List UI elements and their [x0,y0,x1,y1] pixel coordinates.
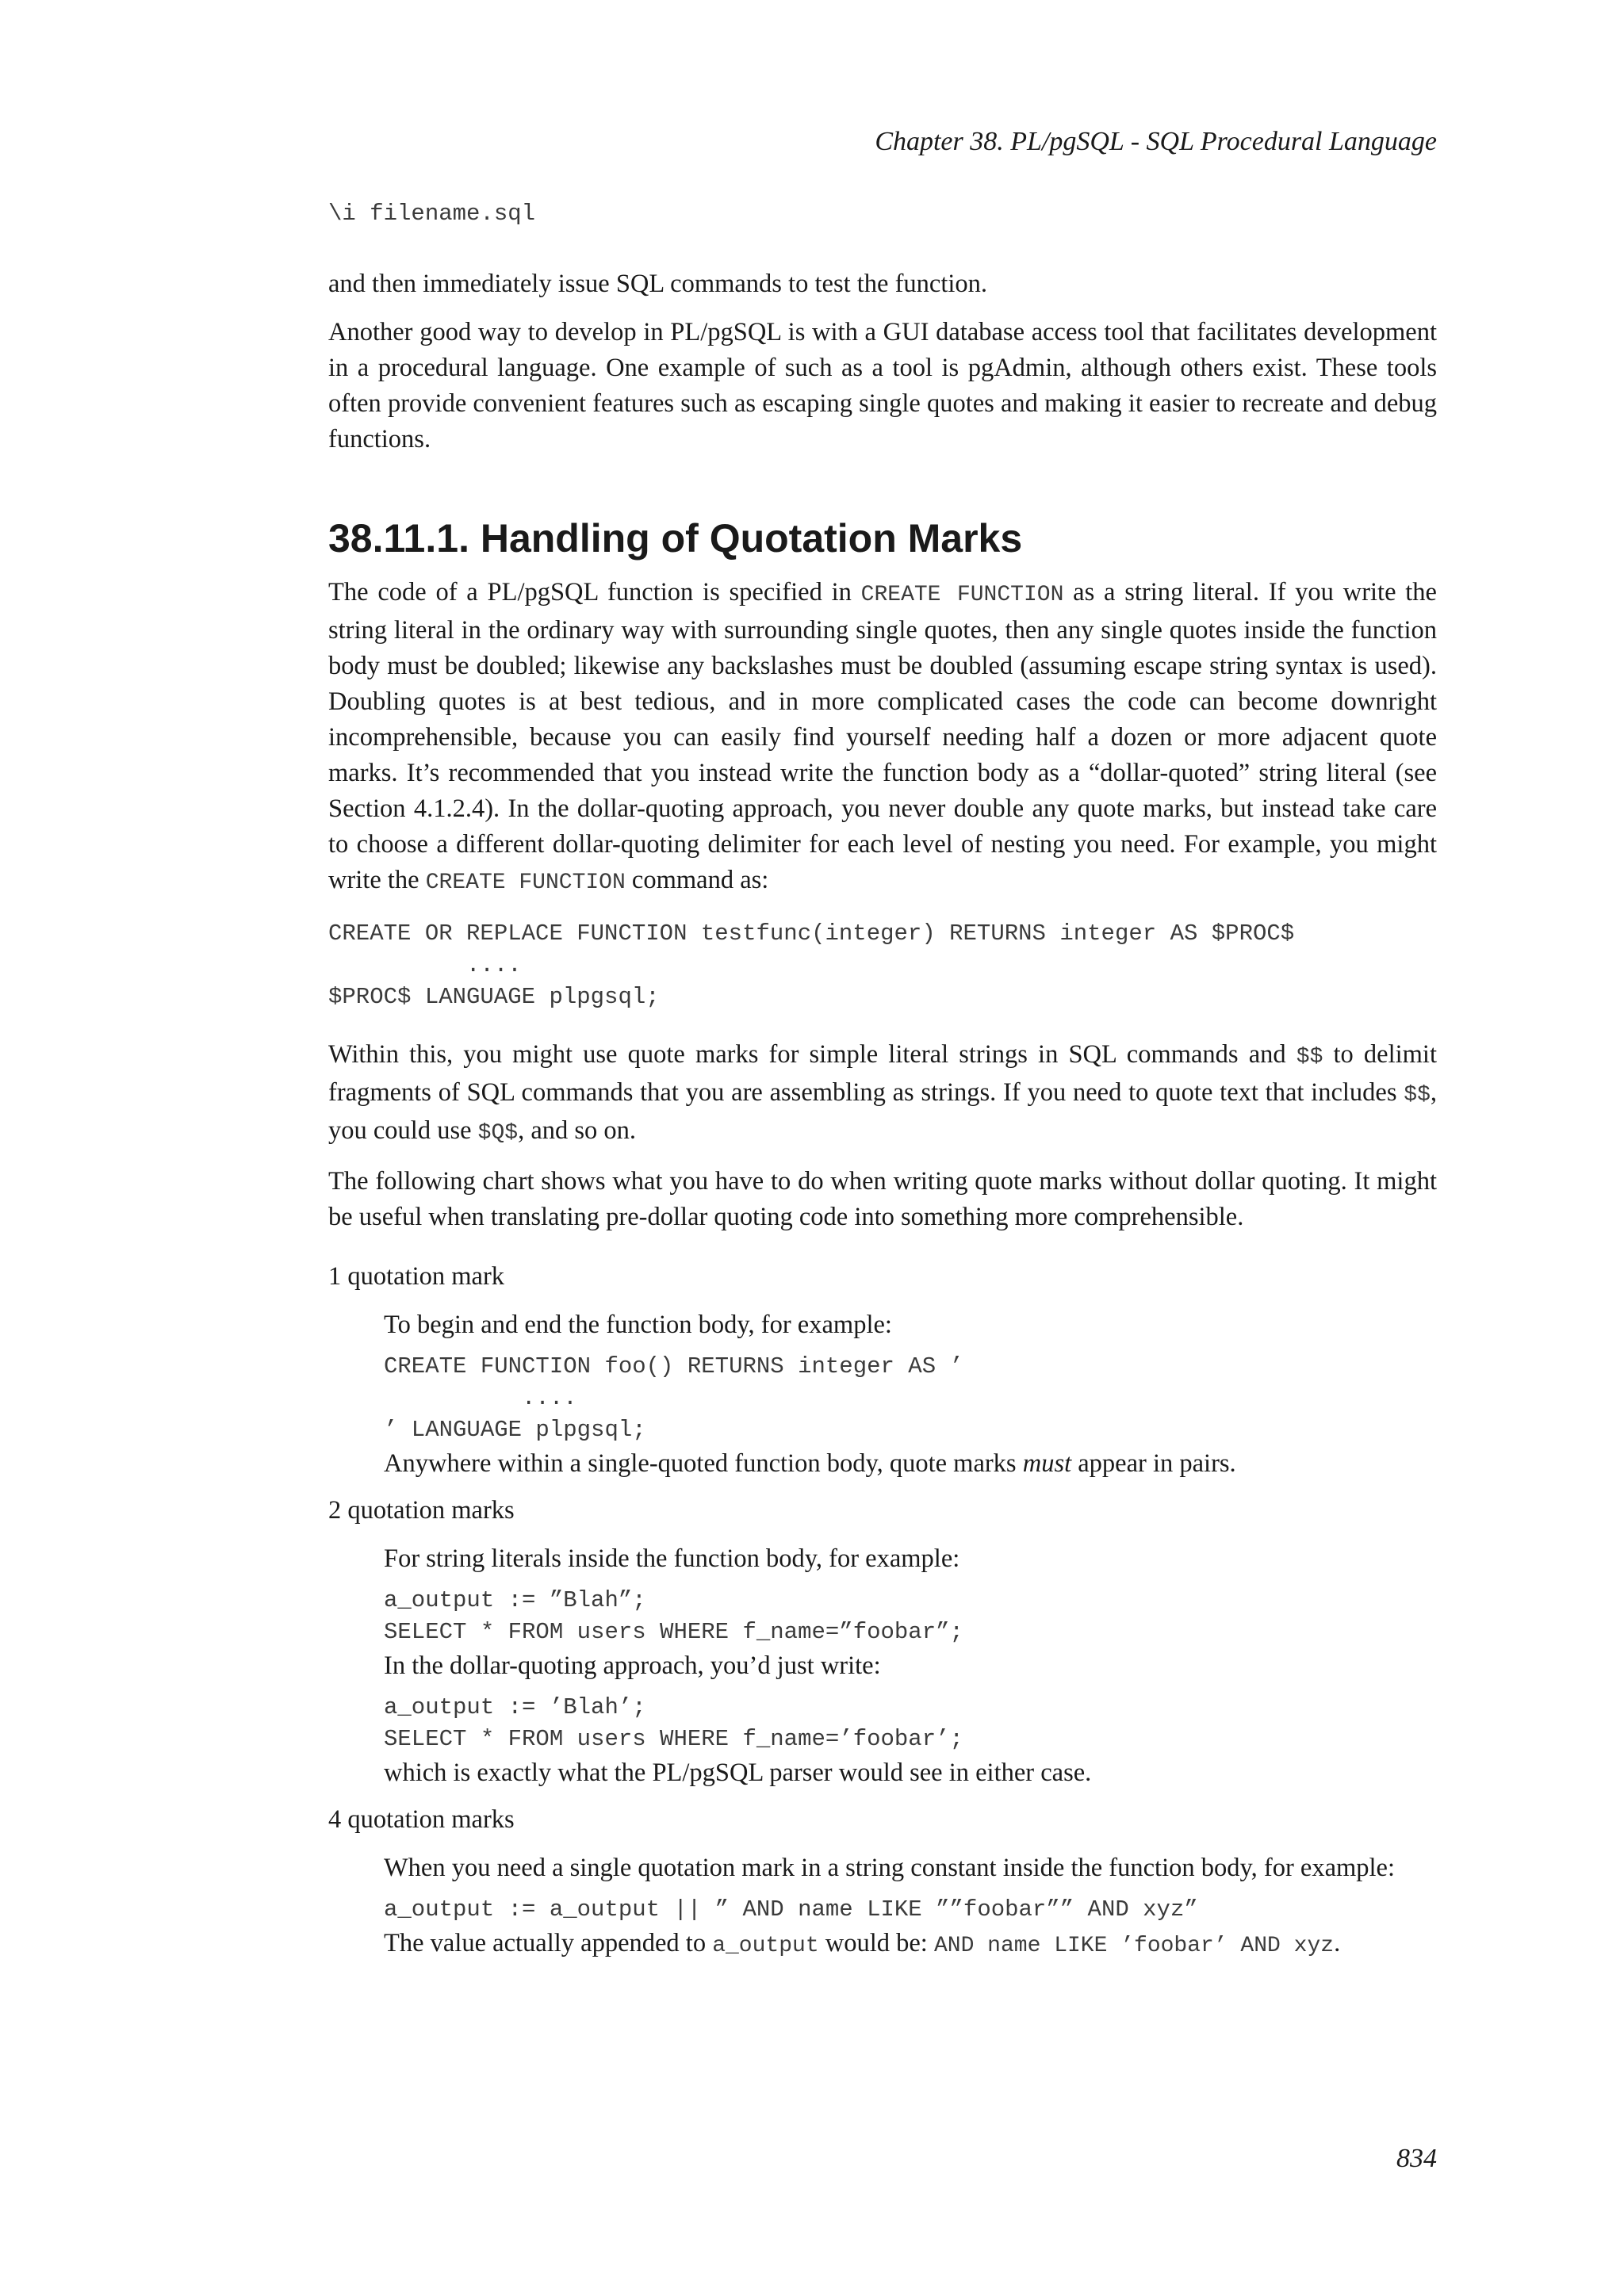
running-header: Chapter 38. PL/pgSQL - SQL Procedural Language [875,127,1437,156]
list-note: Anywhere within a single-quoted function body, quote marks must appear in pairs. [384,1449,1236,1478]
page-number: 834 [1396,2144,1437,2173]
section-heading: 38.11.1. Handling of Quotation Marks [328,516,1023,561]
list-code-example: a_output := ”Blah”; SELECT * FROM users WHERE f_name=”foobar”; [384,1587,963,1645]
list-code-example: CREATE FUNCTION foo() RETURNS integer AS ’ .... ’ LANGUAGE plpgsql; [384,1353,963,1443]
list-item-2-quotation-marks [328,1493,1437,1791]
list-item-1-quotation-mark [328,1259,1437,1482]
list-definition [384,1541,1437,1791]
list-description: When you need a single quotation mark in a string constant inside the function body, for example: [384,1854,1396,1882]
list-term: 2 quotation marks [328,1496,515,1525]
list-description: To begin and end the function body, for example: [384,1311,892,1339]
intro-paragraph-2: Another good way to develop in PL/pgSQL is with a GUI database access tool that facilitates development in a procedural language. One example of such as a tool is pgAdmin, although others exist. These tools often provide convenient features such as escaping single quotes and making it easier to recreate and debug functions. [328,318,1437,453]
list-note: The value actually appended to a_output would be: AND name LIKE ’foobar’ AND xyz. [384,1929,1341,1958]
inline-code: AND name LIKE ’foobar’ AND xyz [933,1934,1335,1958]
list-code-example: a_output := a_output || ” AND name LIKE ””foobar”” AND xyz” [384,1896,1198,1923]
list-definition [384,1307,1437,1482]
list-term: 4 quotation marks [328,1805,515,1834]
page-content [328,198,1437,1964]
dollar-quote-code-example: CREATE OR REPLACE FUNCTION testfunc(integer) RETURNS integer AS $PROC$ .... $PROC$ LANGUAGE plpgsql; [328,920,1295,1010]
list-code-example: a_output := ’Blah’; SELECT * FROM users WHERE f_name=’foobar’; [384,1694,963,1752]
include-command-code: \i filename.sql [328,201,536,227]
inline-code: $Q$ [477,1121,519,1146]
inline-code: CREATE FUNCTION [425,871,626,895]
section-paragraph-3: The following chart shows what you have to do when writing quote marks without dollar quoting. It might be useful when translating pre-dollar quoting code into something more comprehensible. [328,1167,1437,1231]
inline-code: CREATE FUNCTION [860,583,1064,607]
inline-code: a_output [712,1934,819,1958]
section-paragraph-2: Within this, you might use quote marks for simple literal strings in SQL commands and $$ to delimit fragments of SQL commands that you are assembling as strings. If you need to quote text that includes $$, you could use $Q$, and so on. [328,1040,1437,1146]
list-definition [384,1850,1437,1964]
intro-paragraph-1: and then immediately issue SQL commands to test the function. [328,270,988,298]
inline-code: $$ [1296,1045,1323,1070]
list-description: For string literals inside the function body, for example: [384,1544,960,1573]
list-description: In the dollar-quoting approach, you’d just write: [384,1651,881,1680]
inline-code: $$ [1404,1083,1431,1108]
list-item-4-quotation-marks [328,1802,1437,1964]
section-paragraph-1: The code of a PL/pgSQL function is specified in CREATE FUNCTION as a string literal. If you write the string literal in the ordinary way with surrounding single quotes, then any single quotes inside the function body must be doubled; likewise any backslashes must be doubled (assuming escape string syntax is used). Doubling quotes is at best tedious, and in more complicated cases the code can become downright incomprehensible, because you can easily find yourself needing half a dozen or more adjacent quote marks. It’s recommended that you instead write the function body as a “dollar-quoted” string literal (see Section 4.1.2.4). In the dollar-quoting approach, you never double any quote marks, but instead take care to choose a different dollar-quoting delimiter for each level of nesting you need. For example, you might write the CREATE FUNCTION command as: [328,578,1437,895]
list-note: which is exactly what the PL/pgSQL parser would see in either case. [384,1758,1092,1787]
list-term: 1 quotation mark [328,1262,505,1291]
